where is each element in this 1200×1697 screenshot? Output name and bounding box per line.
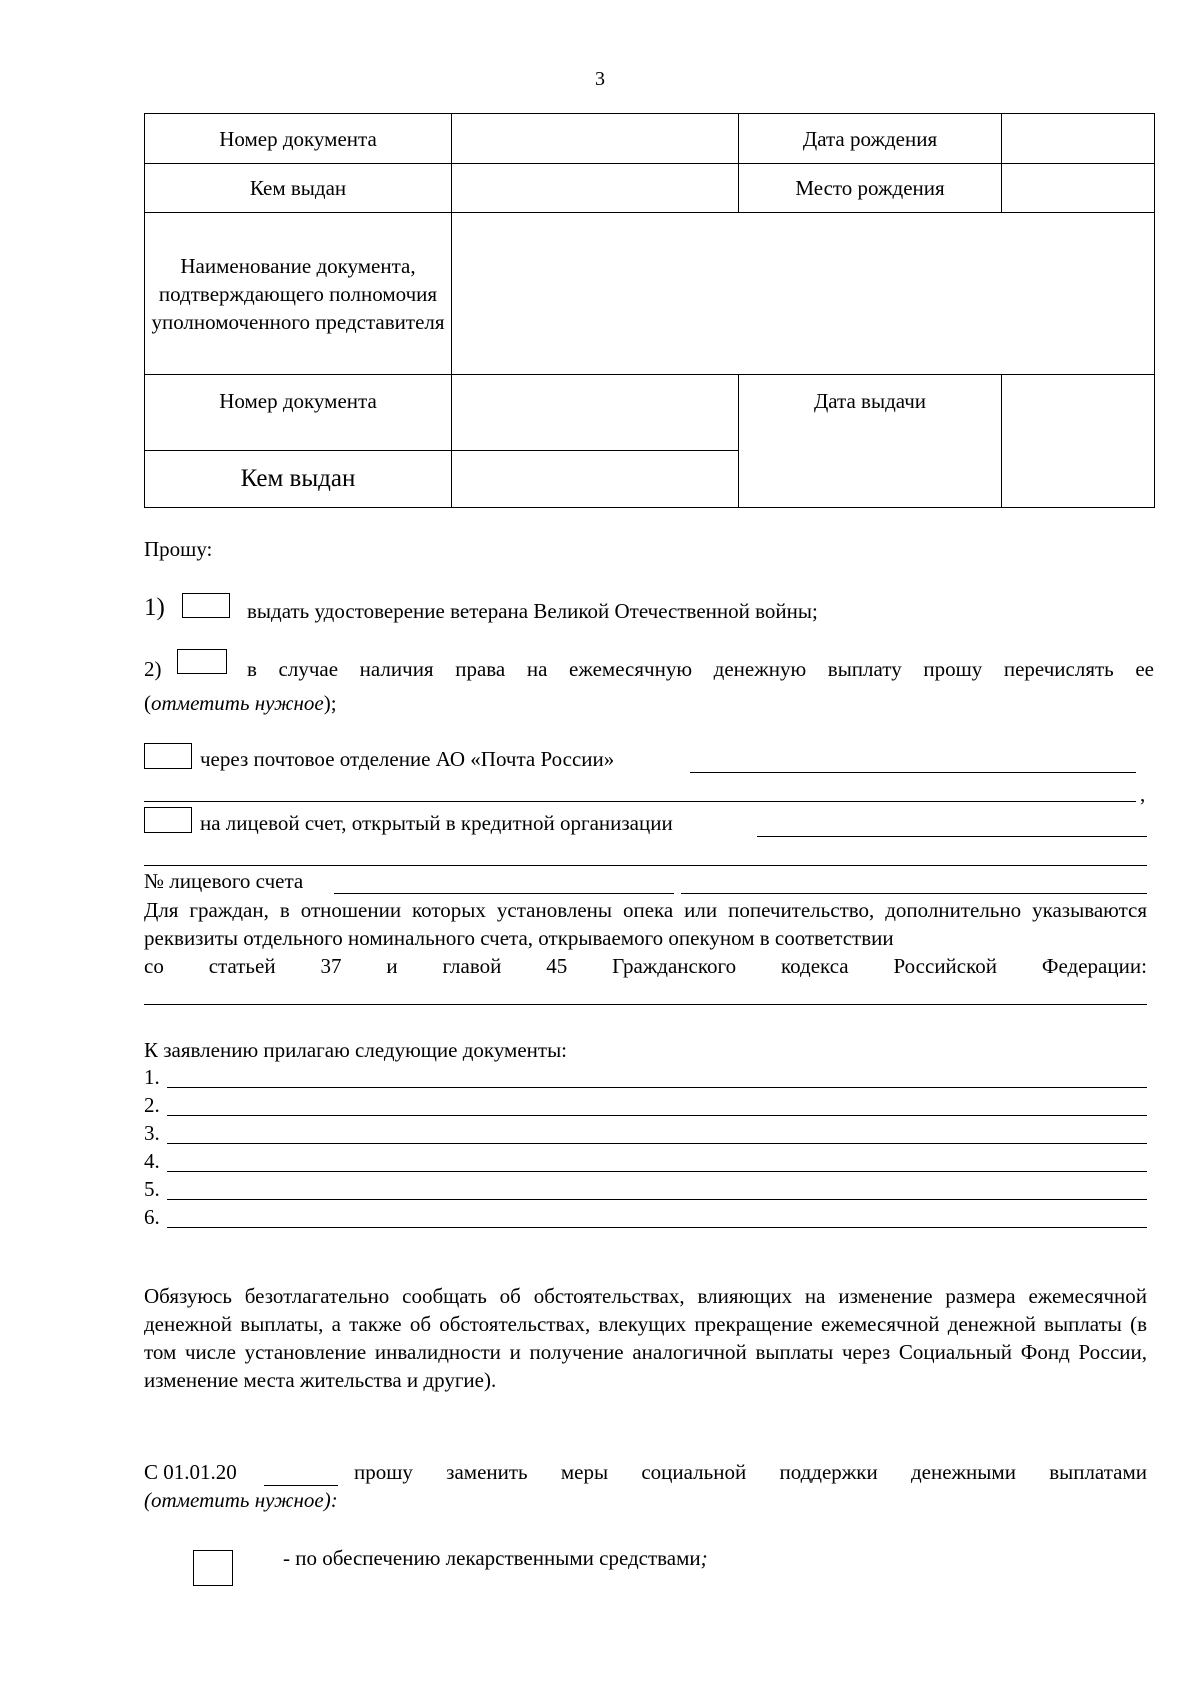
attachment-field-6[interactable] — [167, 1227, 1147, 1228]
paren-close: ); — [323, 691, 337, 715]
word: со — [144, 954, 164, 978]
issued-by-field[interactable] — [452, 164, 739, 213]
authority-doc-number-label: Номер документа — [145, 375, 452, 451]
attachment-number: 5. — [144, 1177, 160, 1201]
attachment-number: 1. — [144, 1065, 160, 1089]
attachment-number: 4. — [144, 1149, 160, 1173]
issue-date-label: Дата выдачи — [739, 375, 1002, 508]
word: Российской — [893, 954, 997, 978]
applicant-document-table — [144, 113, 1155, 508]
bank-option-label: на лицевой счет, открытый в кредитной организации — [200, 811, 673, 835]
account-number-field-2[interactable] — [681, 893, 1147, 894]
word: статьей — [208, 954, 276, 978]
guardian-last-line — [144, 952, 1147, 980]
post-office-field-cont[interactable] — [144, 801, 1136, 802]
item1-number: 1) — [144, 594, 165, 621]
word: 45 — [546, 954, 568, 978]
attachment-field-1[interactable] — [167, 1087, 1147, 1088]
attachment-field-2[interactable] — [167, 1115, 1147, 1116]
authority-issued-by-label: Кем выдан — [145, 451, 452, 508]
medicines-option — [283, 1544, 708, 1572]
post-option-checkbox[interactable] — [144, 743, 192, 769]
item2-note: отметить нужное — [151, 691, 324, 715]
word: кодекса — [780, 954, 849, 978]
bank-option-checkbox[interactable] — [144, 807, 192, 833]
word: Гражданского — [612, 954, 737, 978]
attachment-field-4[interactable] — [167, 1171, 1147, 1172]
attachment-number: 6. — [144, 1205, 160, 1229]
authority-doc-number-field[interactable] — [452, 375, 739, 451]
medicines-option-end: ; — [700, 1546, 708, 1570]
word: и — [386, 954, 398, 978]
doc-number-label: Номер документа — [145, 114, 452, 164]
replacement-note-text: (отметить нужное): — [144, 1488, 338, 1512]
birth-place-field[interactable] — [1002, 164, 1155, 213]
page-number: 3 — [595, 68, 605, 90]
account-number-field-1[interactable] — [334, 893, 674, 894]
post-office-field[interactable] — [690, 772, 1136, 773]
authority-issued-by-field[interactable] — [452, 451, 739, 508]
item2-note-line — [144, 689, 337, 717]
authority-doc-name-field[interactable] — [452, 213, 1155, 375]
item1-text: выдать удостоверение ветерана Великой Отечественной войны; — [247, 599, 818, 623]
obligation-text: Обязуюсь безотлагательно сообщать об обстоятельствах, влияющих на изменение размера ежемесячной денежной выплаты, а также об обстоятельствах, влекущих прекращение ежемесячной денежной выплаты (в том числе установление инвалидности и получение аналогичной выплаты через Социальный Фонд России, изменение места жительства и другие). — [144, 1284, 1147, 1392]
birth-date-label: Дата рождения — [739, 114, 1002, 164]
attachment-field-5[interactable] — [167, 1199, 1147, 1200]
attachment-number: 3. — [144, 1121, 160, 1145]
birth-place-label: Место рождения — [739, 164, 1002, 213]
replacement-note — [144, 1486, 338, 1514]
doc-number-field[interactable] — [452, 114, 739, 164]
attachments-heading: К заявлению прилагаю следующие документы: — [144, 1038, 568, 1062]
word: Федерации: — [1041, 954, 1147, 978]
birth-date-field[interactable] — [1002, 114, 1155, 164]
medicines-option-text: - по обеспечению лекарственными средствами — [283, 1546, 701, 1570]
medicines-checkbox[interactable] — [193, 1550, 233, 1586]
post-option-label: через почтовое отделение АО «Почта России» — [200, 747, 615, 771]
guardian-text: Для граждан, в отношении которых установлены опека или попечительство, дополнительно указываются реквизиты отдельного номинального счета, открываемого опекуном в соответствии — [144, 898, 1147, 950]
word: главой — [442, 954, 502, 978]
account-label: № лицевого счета — [144, 869, 304, 893]
item2-number: 2) — [144, 657, 162, 681]
attachment-field-3[interactable] — [167, 1143, 1147, 1144]
item2-text: в случае наличия права на ежемесячную денежную выплату прошу перечислять ее — [247, 657, 1154, 681]
word: 37 — [320, 954, 342, 978]
nominal-account-field[interactable] — [144, 1004, 1147, 1005]
attachment-number: 2. — [144, 1093, 160, 1117]
issued-by-label: Кем выдан — [145, 164, 452, 213]
request-heading: Прошу: — [144, 537, 213, 561]
issue-date-field[interactable] — [1002, 375, 1155, 508]
post-comma: , — [1140, 782, 1146, 806]
replacement-text: прошу заменить меры социальной поддержки денежными выплатами — [354, 1460, 1147, 1484]
bank-name-field-cont[interactable] — [144, 865, 1147, 866]
replacement-prefix: С 01.01.20 — [144, 1460, 237, 1484]
item2-checkbox[interactable] — [177, 649, 227, 674]
paren-open: ( — [144, 691, 151, 715]
item1-checkbox[interactable] — [182, 593, 230, 618]
authority-doc-name-label: Наименование документа, подтверждающего полномочия уполномоченного представителя — [145, 213, 452, 375]
bank-name-field[interactable] — [757, 836, 1147, 837]
